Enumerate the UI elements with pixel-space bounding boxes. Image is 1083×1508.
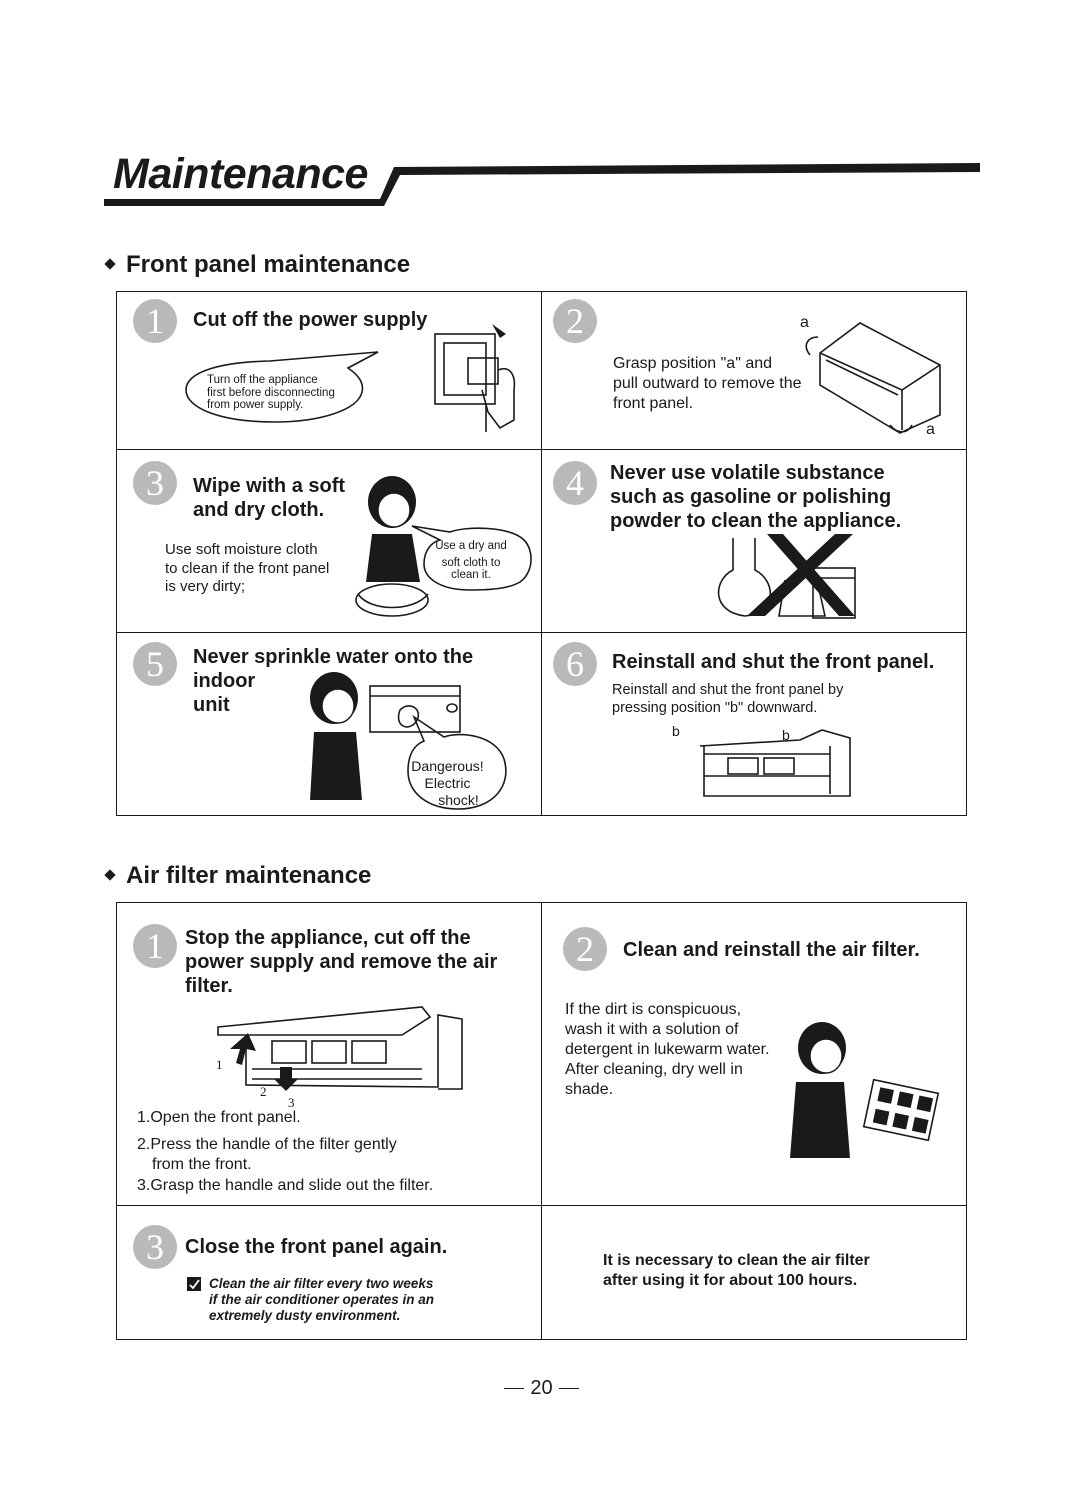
step-number: 5: [133, 642, 177, 686]
power-plug-icon: [430, 320, 530, 435]
step-text: Grasp position "a" and pull outward to remove the front panel.: [613, 355, 802, 412]
step-list: 1.Open the front panel. 2.Press the handle of the filter gently from the front. 3.Grasp the handle and slide out the filter.: [137, 1109, 434, 1194]
bubble-text: Dangerous! Electric shock!: [411, 758, 484, 808]
step-title: Wipe with a soft and dry cloth.: [193, 475, 346, 521]
section-heading: Front panel maintenance: [126, 251, 411, 278]
callout-2: 2: [260, 1084, 267, 1099]
step-number: 3: [133, 1225, 177, 1269]
step-title: Clean and reinstall the air filter.: [623, 939, 920, 961]
step-number: 1: [133, 299, 177, 343]
page-number: 20: [0, 1377, 1083, 1400]
step-title: Close the front panel again.: [185, 1236, 448, 1258]
bubble-text: Use a dry and soft cloth to clean it.: [435, 540, 507, 581]
step-number: 2: [553, 299, 597, 343]
step-number: 4: [553, 461, 597, 505]
bubble-text: Turn off the appliance first before disconnecting from power supply.: [207, 374, 335, 411]
title-rule: [0, 0, 1083, 230]
step-title: Never use volatile substance such as gasoline or polishing powder to clean the appliance.: [610, 462, 902, 532]
callout-3: 3: [288, 1095, 295, 1110]
step-number: 3: [133, 461, 177, 505]
bullet-icon: [104, 258, 115, 269]
label-b: b: [782, 727, 790, 743]
step-number: 1: [133, 924, 177, 968]
step-text: Use soft moisture cloth to clean if the front panel is very dirty;: [165, 541, 330, 595]
step-title: Stop the appliance, cut off the power supply and remove the air filter.: [185, 927, 498, 997]
step-number: 6: [553, 642, 597, 686]
page-title: Maintenance: [113, 150, 368, 198]
label-b: b: [672, 723, 680, 739]
filter-removal-illustration: [212, 1005, 467, 1100]
section-heading: Air filter maintenance: [126, 862, 372, 889]
section-front-panel: [103, 251, 410, 279]
label-a: a: [800, 314, 809, 331]
step-title: Cut off the power supply: [193, 309, 428, 331]
step-number: 2: [563, 927, 607, 971]
bullet-icon: [104, 869, 115, 880]
step-text: Reinstall and shut the front panel by pressing position "b" downward.: [612, 682, 844, 716]
label-a: a: [926, 421, 935, 438]
section-air-filter: [103, 862, 371, 890]
woman-holding-filter-illustration: [780, 1018, 940, 1163]
checkmark-icon: [187, 1277, 201, 1291]
step-title: Reinstall and shut the front panel.: [612, 651, 935, 673]
no-chemicals-icon: [705, 530, 875, 625]
step-text: If the dirt is conspicuous, wash it with a solution of detergent in lukewarm water. After cleaning, dry well in shade.: [565, 1001, 770, 1098]
tip-text: It is necessary to clean the air filter after using it for about 100 hours.: [603, 1252, 870, 1289]
air-conditioner-closing-icon: [680, 728, 855, 800]
step-title: Never sprinkle water onto the indoor unit: [193, 646, 474, 716]
note-text: Clean the air filter every two weeks if the air conditioner operates in an extremely dusty environment.: [209, 1276, 435, 1323]
callout-1: 1: [216, 1057, 223, 1072]
